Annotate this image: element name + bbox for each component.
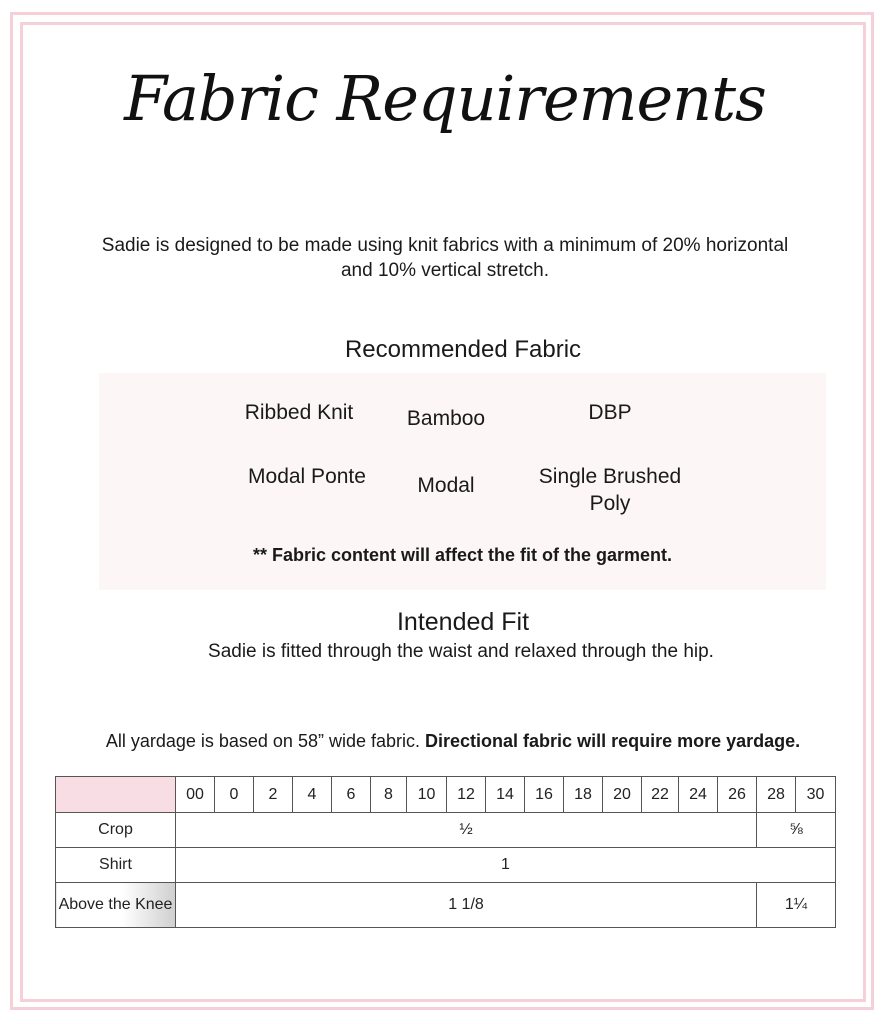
size-4: 4	[293, 777, 332, 813]
size-2: 2	[254, 777, 293, 813]
above-knee-yardage-plus: 1¼	[757, 883, 836, 928]
row-label-above-knee: Above the Knee	[56, 883, 176, 928]
above-knee-yardage-main: 1 1/8	[176, 883, 757, 928]
fabric-modal: Modal	[417, 474, 475, 497]
yardage-note-bold: Directional fabric will require more yardage.	[425, 731, 801, 751]
row-label-shirt: Shirt	[56, 848, 176, 883]
size-14: 14	[486, 777, 525, 813]
table-corner-cell	[56, 777, 176, 813]
size-00: 00	[176, 777, 215, 813]
crop-yardage-plus: ⅝	[757, 813, 836, 848]
intended-fit-text: Sadie is fitted through the waist and relaxed through the hip.	[208, 641, 714, 662]
size-0: 0	[215, 777, 254, 813]
size-header-row	[56, 777, 836, 813]
fabric-modal-ponte: Modal Ponte	[248, 465, 366, 488]
size-6: 6	[332, 777, 371, 813]
recommended-fabric-heading: Recommended Fabric	[344, 336, 582, 363]
size-10: 10	[407, 777, 447, 813]
fabric-ribbed-knit: Ribbed Knit	[244, 401, 354, 424]
yardage-note-plain: All yardage is based on 58” wide fabric.	[105, 731, 421, 751]
size-8: 8	[371, 777, 407, 813]
crop-yardage-main: ½	[176, 813, 757, 848]
size-20: 20	[603, 777, 642, 813]
fabric-single-brushed-poly: Single Brushed Poly	[538, 465, 682, 515]
page-title: Fabric Requirements	[124, 62, 766, 135]
intro-text: Sadie is designed to be made using knit fabrics with a minimum of 20% horizontal and 10% vertical stretch.	[101, 235, 789, 281]
size-30: 30	[796, 777, 836, 813]
intended-fit-heading: Intended Fit	[396, 608, 530, 636]
fabric-dbp: DBP	[588, 401, 632, 424]
yardage-table	[55, 776, 836, 928]
table-row-crop	[56, 813, 836, 848]
fabric-content-note: ** Fabric content will affect the fit of the garment.	[252, 545, 673, 565]
yardage-note	[0, 731, 890, 752]
fabric-bamboo: Bamboo	[406, 407, 486, 430]
size-24: 24	[679, 777, 718, 813]
size-28: 28	[757, 777, 796, 813]
size-18: 18	[564, 777, 603, 813]
table-row-above-knee	[56, 883, 836, 928]
size-22: 22	[642, 777, 679, 813]
shirt-yardage: 1	[176, 848, 836, 883]
size-26: 26	[718, 777, 757, 813]
row-label-crop: Crop	[56, 813, 176, 848]
table-row-shirt	[56, 848, 836, 883]
size-12: 12	[447, 777, 486, 813]
size-16: 16	[525, 777, 564, 813]
